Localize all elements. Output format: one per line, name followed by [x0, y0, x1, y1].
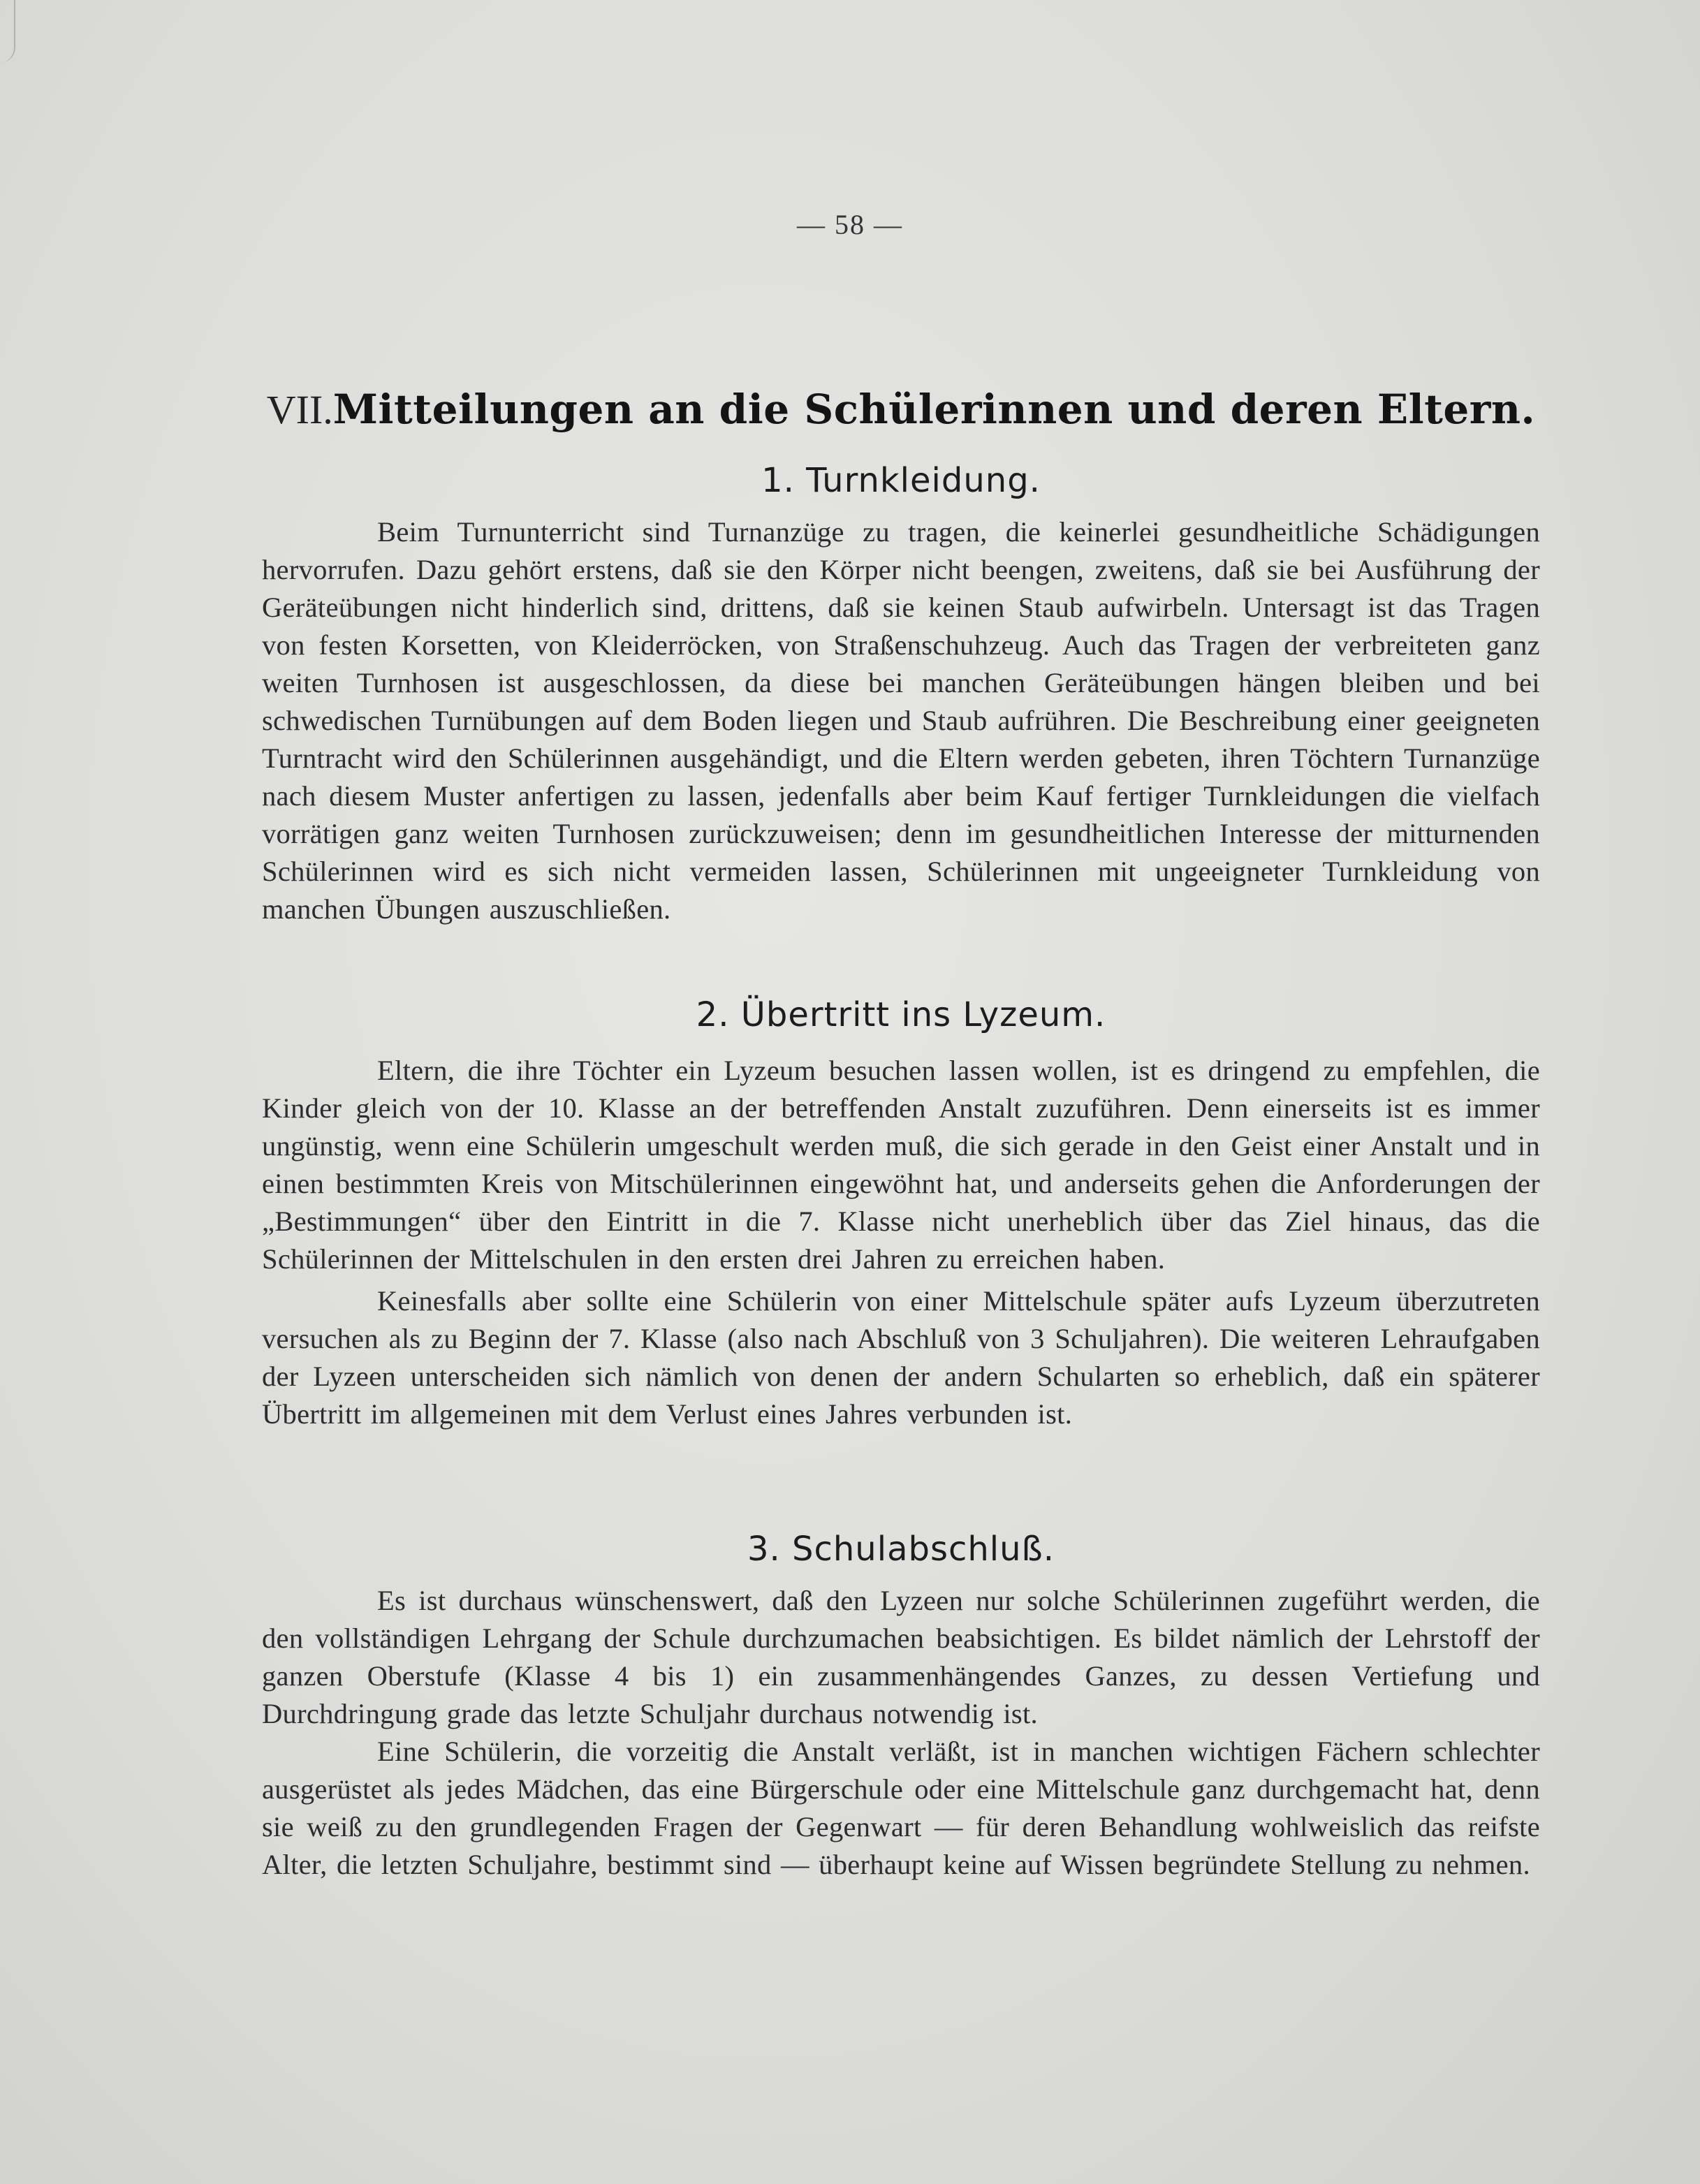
section-body-schulabschluss [262, 1582, 1540, 1884]
page-number: — 58 — [797, 209, 903, 240]
paragraph: Eltern, die ihre Töchter ein Lyzeum besuchen lassen wollen, ist es dringend zu empfehlen, die Kinder gleich von der 10. Klasse an der betreffenden Anstalt zuzuführen. Denn einerseits ist es immer ungünstig, wenn eine Schülerin umgeschult werden muß, die sich gerade in den Geist einer Anstalt und in einen bestimmten Kreis von Mitschülerinnen eingewöhnt hat, und anderseits gehen die Anforderungen der „Bestimmungen“ über den Eintritt in die 7. Klasse nicht unerheblich über das Ziel hinaus, das die Schülerinnen der Mittelschulen in den ersten drei Jahren zu erreichen haben. [262, 1055, 1540, 1275]
chapter-heading-text: Mitteilungen an die Schülerinnen und deren Eltern. [332, 386, 1536, 433]
section-body-uebertritt [262, 1052, 1540, 1433]
chapter-title [262, 388, 1540, 432]
paragraph: Beim Turnunterricht sind Turnanzüge zu tragen, die keinerlei gesundheitliche Schädigungen hervorrufen. Dazu gehört erstens, daß sie den Körper nicht beengen, zweitens, daß sie bei Ausführung der Geräteübungen nicht hinderlich sind, drittens, daß sie keinen Staub aufwirbeln. Untersagt ist das Tragen von festen Korsetten, von Kleiderröcken, von Straßenschuhzeug. Auch das Tragen der verbreiteten ganz weiten Turnhosen ist ausgeschlossen, da diese bei manchen Geräteübungen hängen bleiben und bei schwedischen Turnübungen auf dem Boden liegen und Staub aufrühren. Die Beschreibung einer geeigneten Turntracht wird den Schülerinnen ausgehändigt, und die Eltern werden gebeten, ihren Töchtern Turnanzüge nach diesem Muster anfertigen zu lassen, jedenfalls aber beim Kauf fertiger Turnkleidungen die vielfach vorrätigen ganz weiten Turnhosen zurückzuweisen; denn im gesundheitlichen Interesse der mitturnenden Schülerinnen wird es sich nicht vermeiden lassen, Schülerinnen mit ungeeigneter Turnkleidung von manchen Übungen auszuschließen. [262, 516, 1540, 925]
section-body-turnkleidung [262, 513, 1540, 928]
paragraph: Eine Schülerin, die vorzeitig die Anstalt verläßt, ist in manchen wichtigen Fächern schlechter ausgerüstet als jedes Mädchen, das eine Bürgerschule oder eine Mittelschule ganz durchgemacht hat, denn sie weiß zu den grundlegenden Fragen der Gegenwart — für deren Behandlung wohlweislich das reifste Alter, die letzten Schuljahre, bestimmt sind — überhaupt keine auf Wissen begründete Stellung zu nehmen. [262, 1736, 1540, 1880]
section-heading-uebertritt: 2. Übertritt ins Lyzeum. [696, 995, 1106, 1034]
section-heading-turnkleidung: 1. Turnkleidung. [761, 461, 1041, 500]
chapter-roman-numeral: VII. [266, 387, 333, 432]
paragraph: Es ist durchaus wünschenswert, daß den Lyzeen nur solche Schülerinnen zugeführt werden, die den vollständigen Lehrgang der Schule durchzumachen beabsichtigen. Es bildet nämlich der Lehrstoff der ganzen Oberstufe (Klasse 4 bis 1) ein zusammenhängendes Ganzes, zu dessen Vertiefung und Durchdringung grade das letzte Schuljahr durchaus notwendig ist. [262, 1585, 1540, 1729]
paragraph: Keinesfalls aber sollte eine Schülerin von einer Mittelschule später aufs Lyzeum überzutreten versuchen als zu Beginn der 7. Klasse (also nach Abschluß von 3 Schuljahren). Die weiteren Lehraufgaben der Lyzeen unterscheiden sich nämlich von denen der andern Schularten so erheblich, daß ein späterer Übertritt im allgemeinen mit dem Verlust eines Jahres verbunden ist. [262, 1285, 1540, 1430]
page-edge-mark [0, 0, 15, 63]
section-heading-schulabschluss: 3. Schulabschluß. [747, 1530, 1055, 1569]
